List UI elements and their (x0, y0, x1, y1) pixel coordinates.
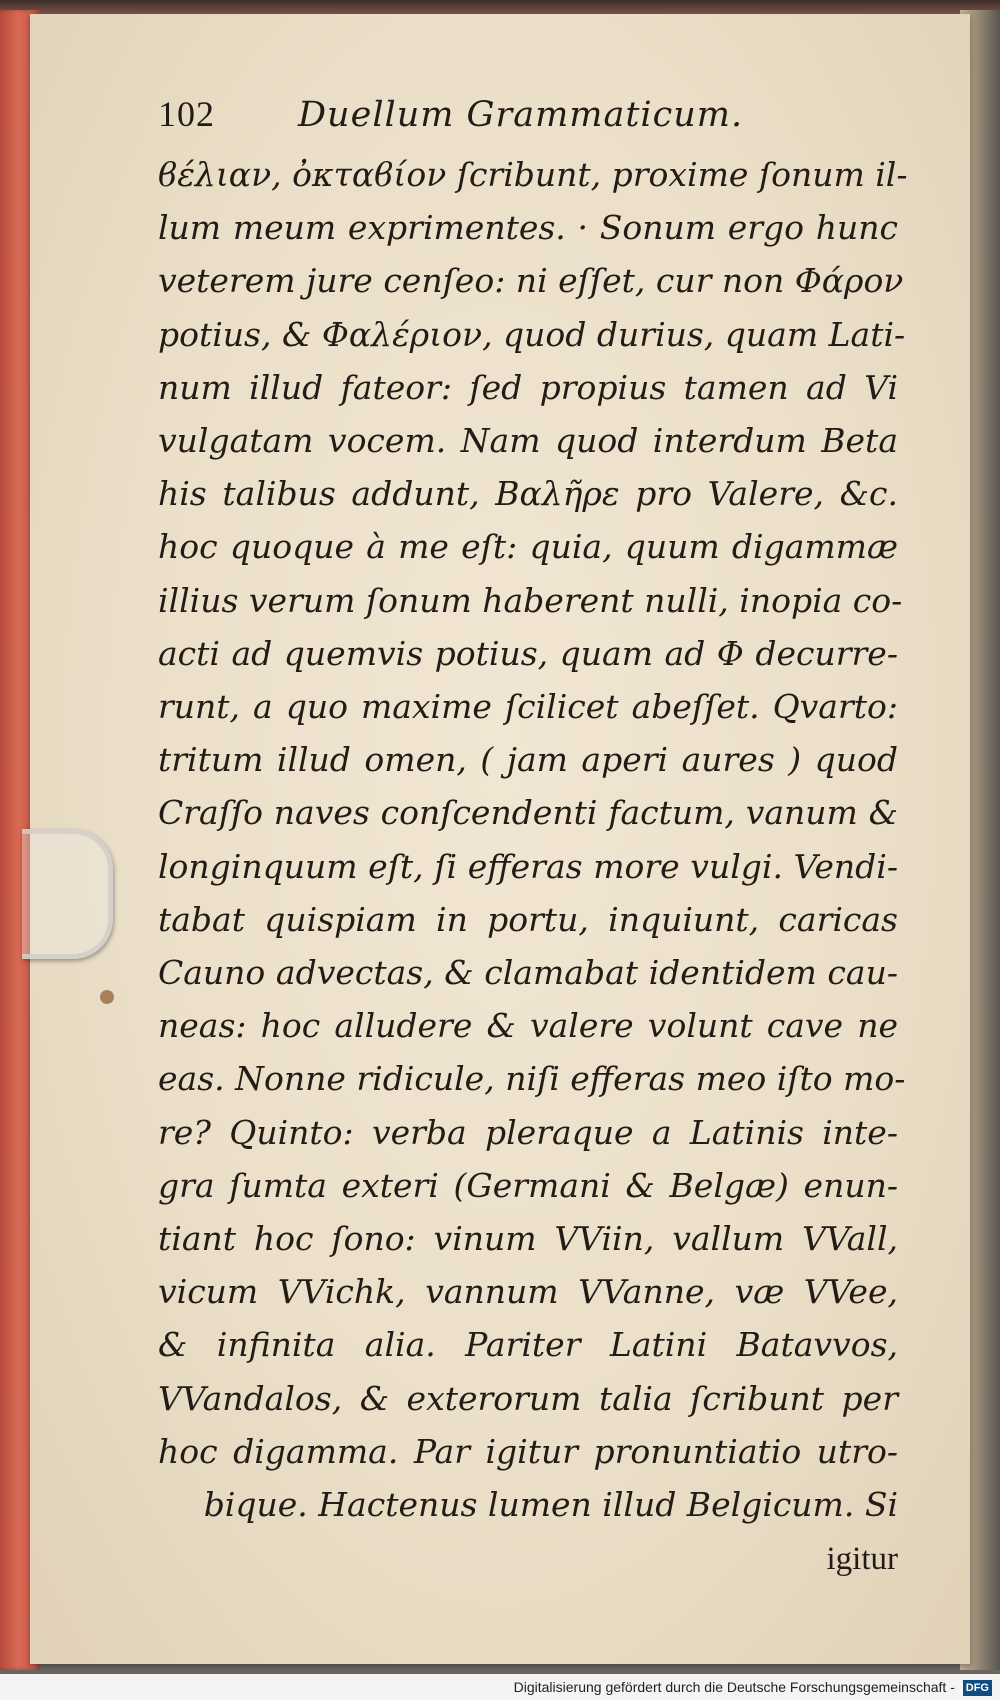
text-line: VVandalos, & exterorum talia ſcribunt per (158, 1378, 898, 1418)
text-line: runt, a quo maxime ſcilicet abeſſet. Qvarto: (158, 687, 898, 727)
text-line: re? Quinto: verba pleraque a Latinis inte- (158, 1112, 898, 1152)
running-head: Duellum Grammaticum. (298, 95, 744, 135)
text-line: his talibus addunt, Βαλῆρε pro Valere, &c. (158, 474, 898, 514)
text-line: gra ſumta exteri (Germani & Belgæ) enun- (158, 1165, 898, 1205)
text-line: hoc quoque à me eſt: quia, quum digammæ (158, 527, 898, 567)
text-line: ϐέλιαν, ὀκταϐίον ſcribunt, proxime ſonum il- (158, 155, 908, 194)
page-number: 102 (158, 94, 215, 134)
text-line: potius, & Φαλέριον, quod durius, quam Lati- (158, 314, 906, 354)
text-line: illius verum ſonum haberent nulli, inopia co- (158, 580, 903, 620)
ink-stain (100, 990, 114, 1004)
text-line: neas: hoc alludere & valere volunt cave ne (158, 1006, 898, 1046)
page-header (158, 88, 898, 148)
catchword: igitur (826, 1541, 898, 1578)
text-line: tabat quispiam in portu, inquiunt, caricas (158, 899, 898, 939)
text-line: eas. Nonne ridicule, niſi efferas meo iſto mo- (158, 1059, 906, 1099)
text-line: tiant hoc ſono: vinum VViin, vallum VVall, (158, 1219, 898, 1259)
text-line: vulgatam vocem. Nam quod interdum Beta (158, 421, 898, 461)
credit-text: Digitalisierung gefördert durch die Deutsche Forschungsgemeinschaft - (513, 1679, 955, 1695)
text-line: tritum illud omen, ( jam aperi aures ) quod (158, 740, 898, 780)
dfg-logo-icon: DFG (963, 1680, 992, 1696)
text-line: num illud fateor: ſed propius tamen ad Vi (158, 367, 898, 407)
page-text (158, 88, 908, 1586)
text-line: longinquum eſt, ſi efferas more vulgi. Vendi- (158, 846, 898, 886)
text-line: Cauno advectas, & clamabat identidem cau- (158, 953, 898, 993)
text-line: Craſſo naves conſcendenti factum, vanum & (158, 793, 898, 833)
page-clip-icon (22, 829, 113, 959)
text-line: & infinita alia. Pariter Latini Batavvos, (158, 1325, 898, 1365)
text-line: vicum VVichk, vannum VVanne, væ VVee, (158, 1272, 898, 1312)
text-line: lum meum exprimentes. · Sonum ergo hunc (158, 208, 898, 248)
digitization-credit (0, 1674, 1000, 1700)
text-line: acti ad quemvis potius, quam ad Φ decurre- (158, 633, 898, 673)
text-line: bique. Hactenus lumen illud Belgicum. Si (203, 1485, 898, 1525)
text-line: veterem jure cenſeo: ni eſſet, cur non Φάρον (158, 261, 904, 301)
text-line: hoc digamma. Par igitur pronuntiatio utro- (158, 1431, 898, 1471)
